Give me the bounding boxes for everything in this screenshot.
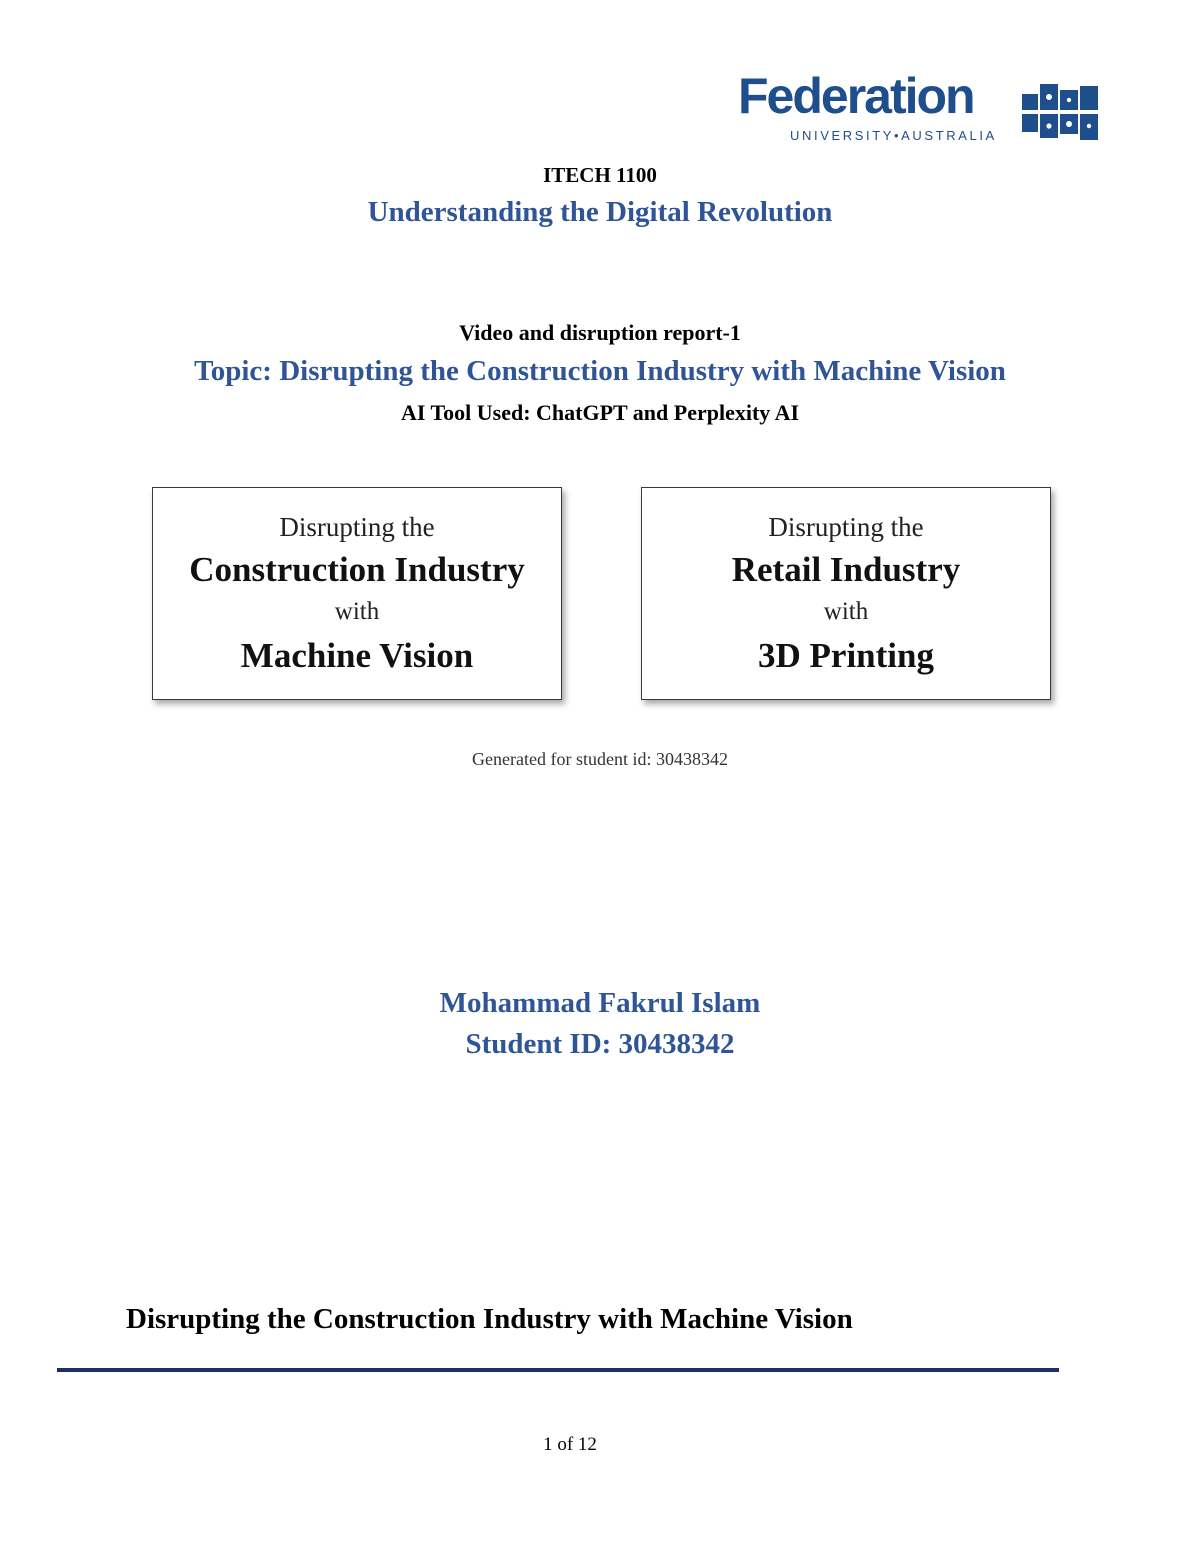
student-name: Mohammad Fakrul Islam: [439, 987, 761, 1019]
card-line: Disrupting the: [279, 512, 435, 542]
topic-card-retail: [641, 487, 1051, 700]
report-topic: Topic: Disrupting the Construction Industry with Machine Vision: [194, 355, 1006, 387]
card-technology: 3D Printing: [758, 636, 934, 675]
report-title: Video and disruption report-1: [459, 320, 741, 345]
card-technology: Machine Vision: [240, 636, 474, 675]
student-id: Student ID: 30438342: [465, 1028, 735, 1060]
card-line: Disrupting the: [768, 512, 924, 542]
card-industry: Retail Industry: [731, 550, 961, 589]
federation-flag-logo-icon: [1022, 82, 1098, 142]
topic-card-construction: [152, 487, 562, 700]
federation-university-logo: [738, 68, 1100, 146]
card-industry: Construction Industry: [189, 550, 525, 589]
footer-divider: [57, 1368, 1059, 1372]
generated-note: Generated for student id: 30438342: [472, 749, 728, 769]
card-line: with: [823, 598, 869, 625]
ai-tool-used: AI Tool Used: ChatGPT and Perplexity AI: [400, 400, 800, 425]
page-number: 1 of 12: [543, 1434, 597, 1455]
course-title: Understanding the Digital Revolution: [367, 196, 833, 228]
logo-wordmark: Federation: [738, 68, 974, 124]
card-line: with: [334, 598, 380, 625]
logo-subtext: UNIVERSITY•AUSTRALIA: [790, 128, 997, 143]
course-code: ITECH 1100: [543, 163, 657, 187]
footer-title: Disrupting the Construction Industry with Machine Vision: [126, 1303, 853, 1335]
